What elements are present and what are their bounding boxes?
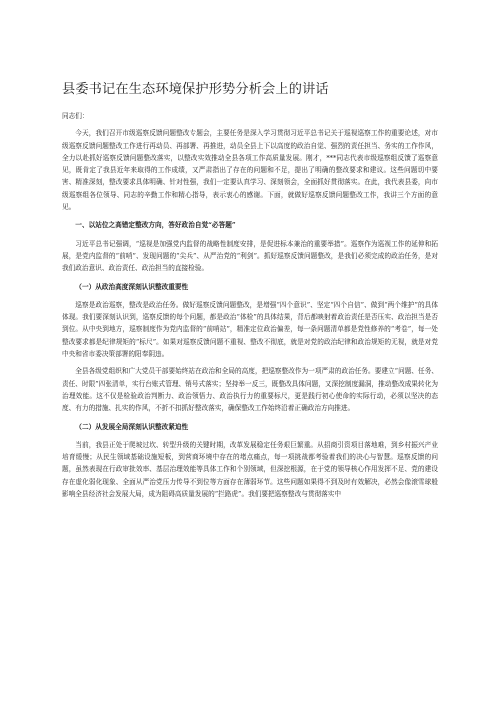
paragraph-political-task: 巡察是政治巡察，整改是政治任务。做好巡察反馈问题整改，是增强“四个意识”、坚定“四个自信”、做到“两个维护”的具体体现。我们要深刻认识到，巡察反馈的每个问题，都是政治“体检”的具体结果，背后都映射着政治责任是否压实、政治担当是否到位。从中央到地方，巡察制度作为党内监督的“前哨站”，精准定位政治偏差，每一条问题清单都是党性修养的“考卷”，每一处整改要求都是纪律规矩的“标尺”。如果对巡察反馈问题不重视、整改不彻底，就是对党的政治纪律和政治规矩的无视，就是对党中央和省市委决策部署的阳奉阴违。 [62, 300, 438, 359]
paragraph-party-organizations: 全县各级党组织和广大党员干部要始终站在政治和全局的高度，把巡察整改作为一项严肃的政治任务。要建立“问题、任务、责任、时限”四张清单，实行台账式管理、销号式落实；坚持举一反三，既整改具体问题，又深挖制度漏洞，推动整改成果转化为治理效能。这不仅是检验政治判断力、政治领悟力、政治执行力的重要标尺，更是践行初心使命的实际行动，必须以坚决的态度、有力的措施、扎实的作风，不折不扣抓好整改落实，确保整改工作始终沿着正确政治方向推进。 [62, 367, 438, 413]
subsection-heading-1-1: （一）从政治高度深刻认识整改重要性 [75, 282, 189, 291]
section-heading-1: 一、以站位之高错定整改方向，答好政治自觉“必答题” [75, 221, 236, 230]
document-title: 县委书记在生态环境保护形势分析会上的讲话 [62, 82, 329, 97]
subsection-heading-1-2: （二）从发展全局深刻认识整改紧迫性 [75, 422, 189, 431]
salutation: 同志们： [62, 112, 89, 120]
paragraph-section-1-intro: 习近平总书记强调，“巡视是加强党内监督的战略性制度安排，是促进标本兼治的重要举措”。巡察作为巡视工作的延伸和拓展，是党内监督的“前哨”、发现问题的“尖兵”、从严治党的“利剑”。抓好巡察反馈问题整改，是我们必须完成的政治任务，是对我们政治意识、政治责任、政治担当的直接检验。 [62, 239, 438, 273]
paragraph-opening: 今天，我们召开市级巡察反馈问题整改专题会，主要任务是深入学习贯彻习近平总书记关于巡视巡察工作的重要论述，对市级巡察反馈问题整改工作进行再动员、再部署、再推进，动员全县上下以高度的政治自觉、强烈的责任担当、务实的工作作风，全力以赴抓好巡察反馈问题整改落实，以整改实效推动全县各项工作高质量发展。刚才，***同志代表市级巡察组反馈了巡察意见，既肯定了我县近年来取得的工作成绩，又严肃指出了存在的问题和不足，提出了明确的整改要求和建议。这些问题切中要害、精准深刻，整改要求具体明确、针对性强，我们一定要认真学习、深刻领会，全面抓好贯彻落实。在此，我代表县委，向市级巡察组各位领导、同志的辛勤工作和精心指导，表示衷心的感谢。下面，就做好巡察反馈问题整改工作，我讲三个方面的意见。 [62, 129, 438, 212]
document-body [62, 110, 438, 500]
paragraph-development-context: 当前，我县正处于爬坡过坎、转型升级的关键时期，改革发展稳定任务艰巨繁重。从招商引资项目落地难，到乡村振兴产业培育缓慢；从民生领域基础设施短板，到营商环境中存在的堵点痛点，每一项挑战都考验着我们的决心与智慧。巡察反馈的问题，虽然表现在行政审批效率、基层治理效能等具体工作和个别领域，但深挖根源，在于党的领导核心作用发挥不足、党的建设存在虚化弱化现象、全面从严治党压力传导不到位等方面存在薄弱环节。这些问题如果得不到及时有效解决，必然会像滚雪球般影响全县经济社会发展大局，成为阻碍高质量发展的“拦路虎”。我们要把巡察整改与贯彻落实中 [62, 440, 438, 499]
